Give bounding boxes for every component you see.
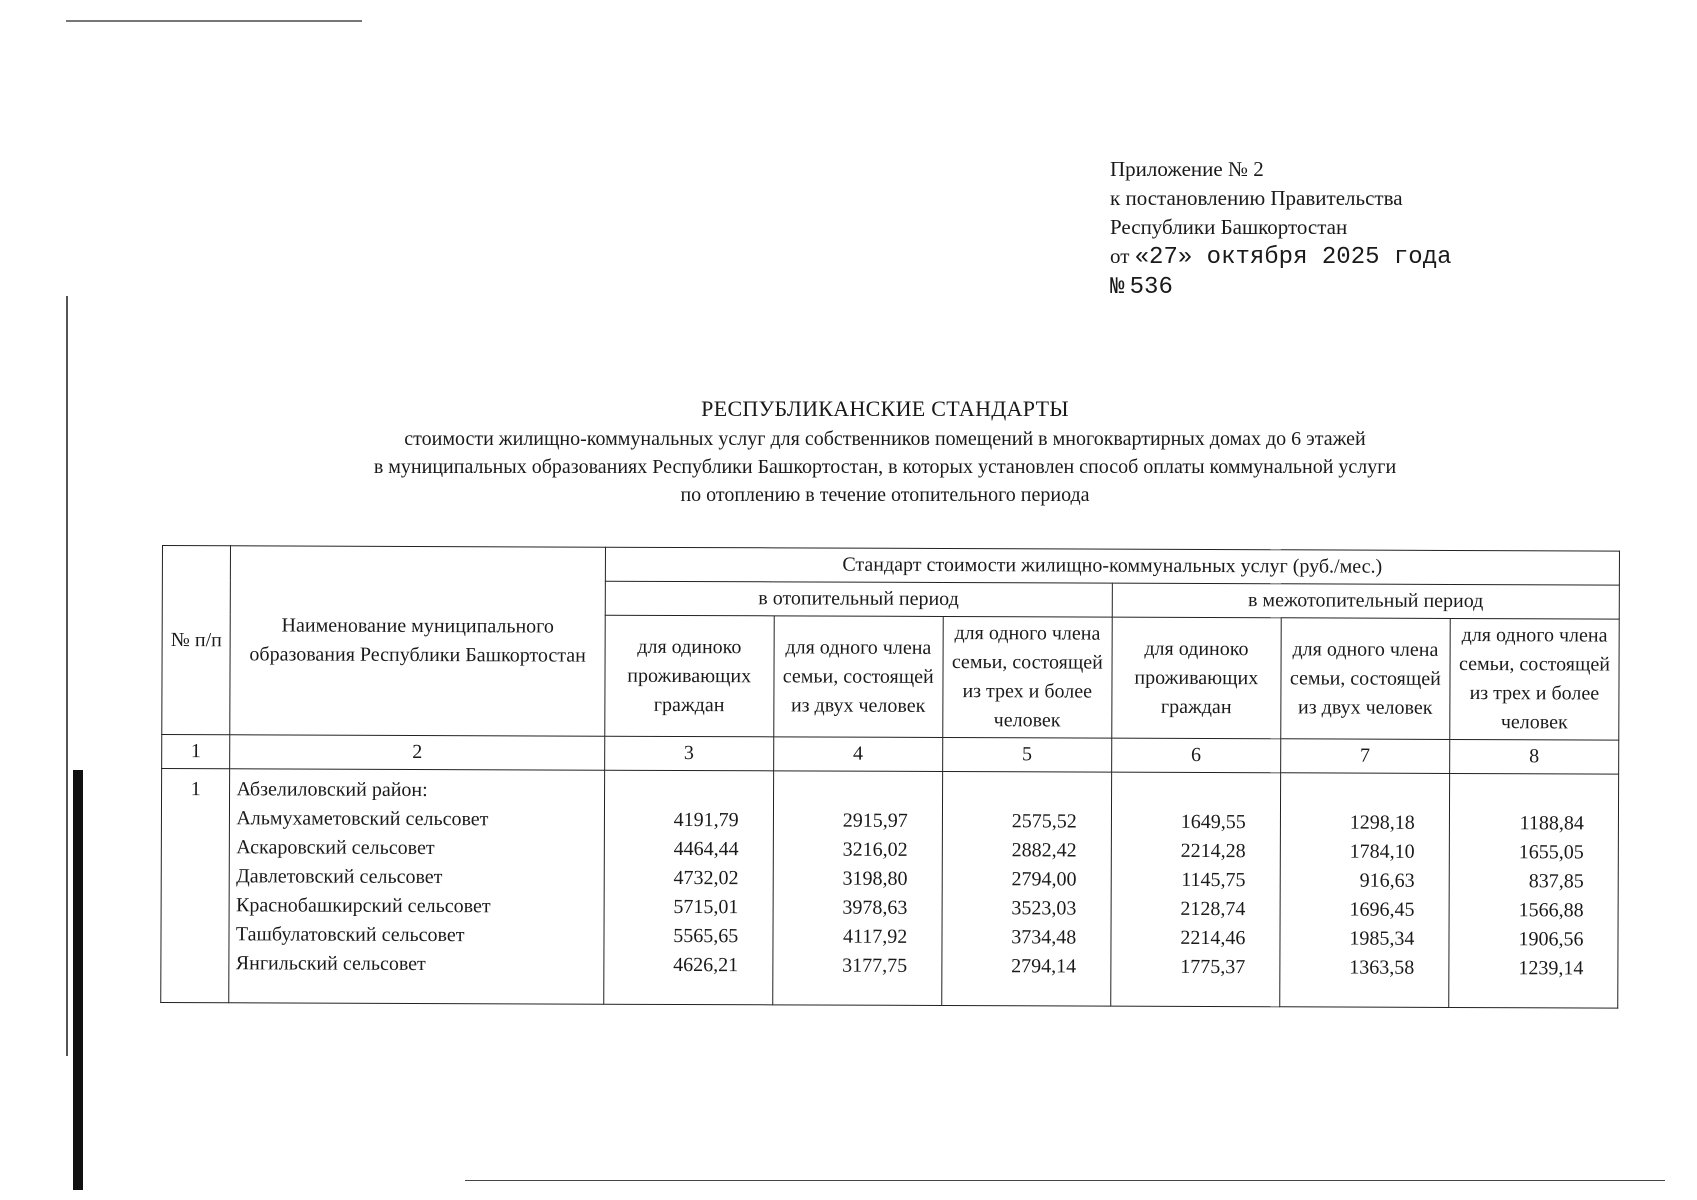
column-index: 5 — [942, 737, 1111, 772]
annex-block — [1110, 155, 1452, 302]
spacer — [1454, 780, 1584, 809]
scan-artifact-top-line — [66, 20, 362, 22]
value-cell: 2915,97 — [842, 809, 908, 832]
value-cell: 1985,34 — [1349, 927, 1415, 950]
column-index: 3 — [604, 736, 773, 771]
spacer — [778, 777, 908, 806]
value-cell: 3734,48 — [1011, 926, 1077, 949]
table-row — [161, 769, 1619, 1009]
values-col-3 — [603, 770, 773, 1005]
scan-artifact-left-bar — [73, 770, 83, 1190]
value-cell: 2128,74 — [1180, 897, 1246, 921]
column-index: 4 — [773, 737, 942, 772]
settlement-name: Янгильский сельсовет — [235, 952, 426, 976]
annex-number-line — [1110, 272, 1452, 302]
value-cell: 3177,75 — [842, 954, 908, 977]
column-index: 6 — [1111, 738, 1280, 773]
header-col-8: для одного члена семьи, состоящей из трех и более человек — [1450, 618, 1620, 740]
header-col-7: для одного члена семьи, состоящей из двух человек — [1281, 618, 1450, 740]
municipality-names — [229, 769, 604, 1004]
values-col-7 — [1280, 773, 1450, 1008]
value-cell: 1906,56 — [1518, 928, 1584, 951]
spacer — [1285, 779, 1415, 808]
value-cell: 2794,00 — [1011, 868, 1077, 891]
header-name: Наименование муниципального образования Республики Башкортостан — [230, 546, 605, 736]
settlement-name: Давлетовский сельсовет — [236, 865, 443, 889]
value-cell: 1649,55 — [1180, 810, 1246, 834]
value-cell: 1784,10 — [1349, 840, 1415, 863]
column-index: 1 — [162, 735, 231, 769]
column-index: 7 — [1280, 739, 1449, 774]
value-cell: 4117,92 — [842, 925, 908, 948]
document-subtitle-line-2: в муниципальных образованиях Республики Башкортостан, в которых установлен способ оплаты коммунальной услуги — [373, 456, 1397, 478]
value-cell: 5715,01 — [673, 895, 739, 919]
header-col-6: для одиноко проживающих граждан — [1112, 617, 1281, 739]
settlement-name: Альмухаметовский сельсовет — [236, 807, 489, 831]
value-cell: 1363,58 — [1349, 956, 1415, 979]
header-col-4: для одного члена семьи, состоящей из двух человек — [774, 616, 943, 738]
value-cell: 1655,05 — [1518, 841, 1584, 864]
annex-title: Приложение № 2 — [1110, 157, 1264, 181]
annex-government: Республики Башкортостан — [1110, 215, 1348, 239]
header-num: № п/п — [162, 546, 231, 735]
document-subtitle-line-1: стоимости жилищно-коммунальных услуг для собственников помещений в многоквартирных домах до 6 этажей — [404, 428, 1366, 450]
standards-table — [160, 545, 1620, 1009]
column-index: 2 — [230, 735, 604, 770]
column-index: 8 — [1450, 739, 1619, 774]
spacer — [1116, 779, 1246, 808]
value-cell: 1775,37 — [1180, 955, 1246, 979]
value-cell: 4732,02 — [673, 866, 739, 890]
annex-date-prefix: от — [1110, 244, 1130, 268]
value-cell: 4626,21 — [673, 953, 739, 977]
scan-artifact-bottom-line — [465, 1180, 1665, 1181]
value-cell: 1696,45 — [1349, 898, 1415, 921]
value-cell: 1566,88 — [1518, 899, 1584, 922]
header-heating-period: в отопительный период — [605, 581, 1112, 617]
value-cell: 2882,42 — [1011, 839, 1077, 862]
column-index-row — [162, 735, 1619, 775]
value-cell: 1298,18 — [1349, 811, 1415, 834]
value-cell: 1145,75 — [1181, 868, 1246, 892]
document-subtitle-line-3: по отоплению в течение отопительного периода — [680, 484, 1090, 506]
values-col-6 — [1111, 772, 1281, 1007]
settlement-name: Аскаровский сельсовет — [236, 836, 435, 860]
value-cell: 4464,44 — [673, 837, 739, 861]
spacer — [609, 777, 739, 806]
value-cell: 2214,46 — [1180, 926, 1246, 950]
header-row-standard — [162, 546, 1619, 586]
values-col-4 — [772, 771, 942, 1006]
value-cell: 2214,28 — [1180, 839, 1246, 863]
value-cell: 3978,63 — [842, 896, 908, 919]
header-standard: Стандарт стоимости жилищно-коммунальных услуг (руб./мес.) — [605, 547, 1619, 585]
value-cell: 3523,03 — [1011, 897, 1077, 920]
row-number: 1 — [161, 769, 230, 1003]
value-cell: 1188,84 — [1519, 812, 1584, 835]
annex-resolution-ref: к постановлению Правительства — [1110, 186, 1403, 210]
values-col-5 — [942, 771, 1112, 1006]
value-cell: 1239,14 — [1518, 957, 1584, 980]
value-cell: 3198,80 — [842, 867, 908, 890]
value-cell: 2794,14 — [1011, 955, 1077, 978]
annex-date-line — [1110, 242, 1452, 272]
value-cell: 5565,65 — [673, 924, 739, 948]
value-cell: 3216,02 — [842, 838, 908, 861]
annex-number-sign: № — [1110, 274, 1125, 301]
value-cell: 916,63 — [1359, 869, 1415, 892]
value-cell: 4191,79 — [673, 808, 739, 832]
value-cell: 2575,52 — [1011, 810, 1077, 833]
values-col-8 — [1449, 773, 1619, 1008]
header-col-5: для одного члена семьи, состоящей из трех и более человек — [943, 616, 1112, 738]
header-nonheating-period: в межотопительный период — [1112, 583, 1619, 619]
value-cell: 837,85 — [1528, 870, 1584, 893]
document-title-block — [0, 395, 1697, 509]
settlement-name: Ташбулатовский сельсовет — [235, 923, 465, 947]
document-title: РЕСПУБЛИКАНСКИЕ СТАНДАРТЫ — [701, 396, 1069, 421]
settlement-name: Краснобашкирский сельсовет — [235, 894, 491, 918]
district-name: Абзелиловский район: — [236, 778, 428, 802]
annex-number: 536 — [1129, 274, 1173, 301]
annex-date: «27» октября 2025 года — [1134, 244, 1452, 271]
header-col-3: для одиноко проживающих граждан — [604, 615, 773, 737]
spacer — [947, 778, 1077, 807]
